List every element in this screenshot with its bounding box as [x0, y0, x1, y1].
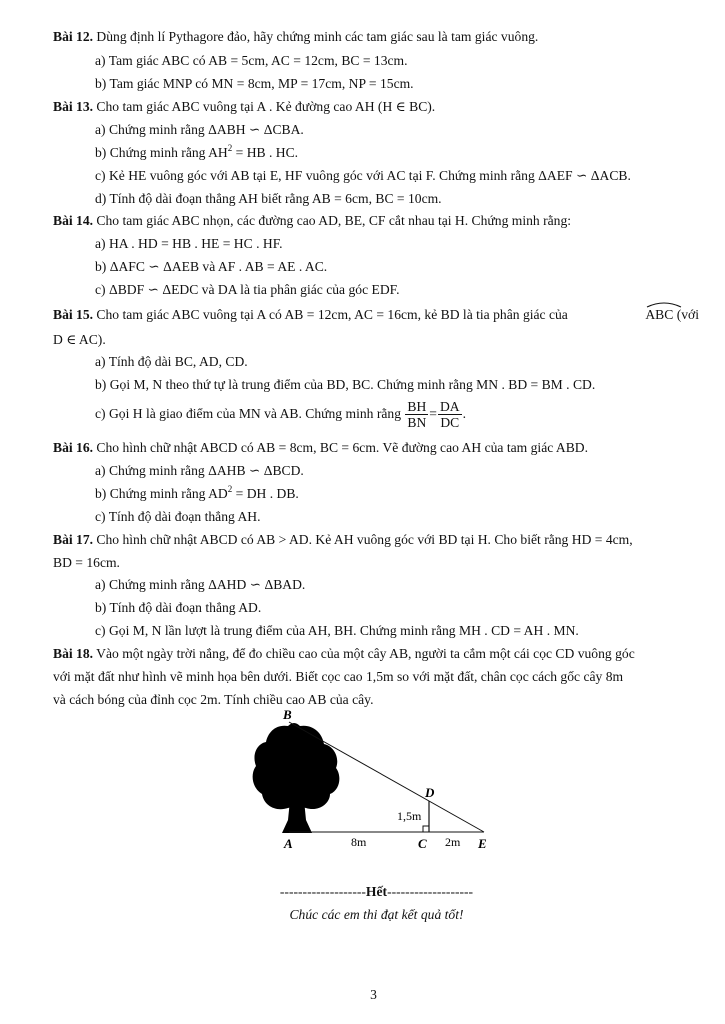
exercise-12-title: Bài 12. — [53, 29, 94, 44]
label-d: D — [425, 785, 435, 800]
exercise-15-line-2: D ∈ AC). — [53, 332, 106, 347]
exercise-13-part-b — [95, 144, 298, 161]
exercise-15-heading — [53, 306, 699, 323]
exercise-17-heading-inner — [53, 531, 633, 548]
end-marker — [0, 883, 725, 900]
exercise-13-part-b-exponent: 2 — [227, 143, 233, 153]
exercise-17-part-a: a) Chứng minh rằng ΔAHD ∽ ΔBAD. — [95, 577, 306, 592]
exercise-16-part-a: a) Chứng minh rằng ΔAHB ∽ ΔBCD. — [95, 463, 304, 478]
exercise-17-line-2: BD = 16cm. — [53, 555, 120, 570]
exercise-17-part-b: b) Tính độ dài đoạn thẳng AD. — [95, 600, 262, 615]
exercise-16-part-b-exponent: 2 — [227, 484, 233, 494]
page-number: 3 — [370, 987, 377, 1002]
exercise-13-text: Cho tam giác ABC vuông tại A . Kẻ đường cao AH (H ∈ BC). — [93, 99, 436, 114]
exercise-18-text: Vào một ngày trời nắng, để đo chiều cao của một cây AB, người ta cắm một cái cọc CD vuông góc — [93, 646, 635, 661]
fraction-denominator: DC — [440, 415, 460, 431]
length-ac: 8m — [351, 835, 367, 849]
exercise-13-heading — [53, 98, 435, 115]
fraction-numerator: DA — [439, 399, 460, 415]
exercise-12-text: Dùng định lí Pythagore đảo, hãy chứng minh các tam giác sau là tam giác vuông. — [93, 29, 539, 44]
label-c: C — [418, 836, 427, 851]
exercise-15-part-c-text: c) Gọi H là giao điểm của MN và AB. Chứng minh rằng — [95, 406, 405, 421]
exercise-18-title: Bài 18. — [53, 646, 94, 661]
exercise-13-part-d: d) Tính độ dài đoạn thẳng AH biết rằng AB = 6cm, BC = 10cm. — [95, 191, 442, 206]
exercise-14-part-b: b) ΔAFC ∽ ΔAEB và AF . AB = AE . AC. — [95, 259, 328, 274]
tree-shadow-figure — [0, 700, 725, 860]
exercise-15-angle — [645, 306, 673, 323]
exercise-17-part-c: c) Gọi M, N lần lượt là trung điểm của AH, BH. Chứng minh rằng MH . CD = AH . MN. — [95, 623, 579, 638]
exercise-15-angle-label: ABC — [645, 307, 674, 322]
fraction-numerator: BH — [407, 399, 427, 415]
exercise-14-title: Bài 14. — [53, 213, 94, 228]
exercise-13-part-c: c) Kẻ HE vuông góc với AB tại E, HF vuông góc với AC tại F. Chứng minh rằng ΔAEF ∽ ΔACB. — [95, 168, 631, 183]
tree-canopy — [253, 723, 340, 809]
end-word: Hết — [365, 884, 388, 899]
exercise-18-heading — [53, 645, 635, 662]
fraction-da-dc — [438, 399, 462, 430]
period: . — [462, 406, 467, 421]
exercise-16-part-b-text: b) Chứng minh rằng AD — [95, 486, 228, 501]
angle-arc-icon — [645, 299, 683, 308]
exercise-13-part-b-text: b) Chứng minh rằng AH — [95, 145, 228, 160]
exercise-15-heading-left — [53, 306, 568, 323]
end-dashes-right: ------------------- — [387, 884, 474, 899]
exercise-14-part-a: a) HA . HD = HB . HE = HC . HF. — [95, 236, 283, 251]
label-b: B — [283, 707, 292, 722]
exercise-16-part-b-rest: = DH . DB. — [232, 486, 299, 501]
exercise-14-part-c: c) ΔBDF ∽ ΔEDC và DA là tia phân giác của góc EDF. — [95, 282, 400, 297]
exercise-16-title: Bài 16. — [53, 440, 94, 455]
exercise-12-heading — [53, 28, 538, 45]
exercise-12-part-a: a) Tam giác ABC có AB = 5cm, AC = 12cm, BC = 13cm. — [95, 53, 408, 68]
equals-sign: = — [429, 406, 437, 421]
fraction-bh-bn — [405, 399, 428, 430]
end-dashes-left: ------------------- — [279, 884, 366, 899]
exercise-15-text: Cho tam giác ABC vuông tại A có AB = 12cm, AC = 16cm, kẻ BD là tia phân giác của — [93, 307, 568, 322]
fraction-denominator: BN — [407, 415, 427, 431]
exercise-14-text: Cho tam giác ABC nhọn, các đường cao AD, BE, CF cắt nhau tại H. Chứng minh rằng: — [93, 213, 572, 228]
length-ce: 2m — [445, 835, 461, 849]
exercise-13-title: Bài 13. — [53, 99, 94, 114]
exercise-18-line-3: và cách bóng của đỉnh cọc 2m. Tính chiều cao AB của cây. — [53, 692, 374, 707]
exercise-13-part-b-rest: = HB . HC. — [232, 145, 299, 160]
exercise-16-heading — [53, 439, 588, 456]
label-e: E — [478, 836, 487, 851]
exercise-13-part-a: a) Chứng minh rằng ΔABH ∽ ΔCBA. — [95, 122, 304, 137]
exercise-16-part-c: c) Tính độ dài đoạn thẳng AH. — [95, 509, 261, 524]
exercise-15-part-a: a) Tính độ dài BC, AD, CD. — [95, 354, 248, 369]
exercise-15-text-tail: (với — [673, 307, 699, 322]
right-angle-mark — [423, 826, 429, 832]
exercise-16-part-b — [95, 485, 299, 502]
exercise-17-text: Cho hình chữ nhật ABCD có AB > AD. Kẻ AH vuông góc với BD tại H. Cho biết rằng HD = 4cm, — [93, 532, 633, 547]
exercise-17-title: Bài 17. — [53, 532, 94, 547]
exercise-16-text: Cho hình chữ nhật ABCD có AB = 8cm, BC = 6cm. Vẽ đường cao AH của tam giác ABD. — [93, 440, 589, 455]
label-a: A — [284, 836, 293, 851]
exercise-12-part-b: b) Tam giác MNP có MN = 8cm, MP = 17cm, NP = 15cm. — [95, 76, 414, 91]
exercise-14-heading — [53, 212, 571, 229]
exercise-15-part-b: b) Gọi M, N theo thứ tự là trung điểm của BD, BC. Chứng minh rằng MN . BD = BM . CD. — [95, 377, 596, 392]
length-cd: 1,5m — [397, 809, 422, 823]
closing-wish: Chúc các em thi đạt kết quả tốt! — [289, 907, 464, 922]
exercise-17-heading — [53, 531, 699, 548]
exercise-15-part-c — [95, 398, 466, 430]
exercise-15-heading-right — [645, 306, 699, 323]
exercise-18-line-2: với mặt đất như hình vẽ minh họa bên dưới. Biết cọc cao 1,5m so với mặt đất, chân cọc cách gốc cây 8m — [53, 669, 624, 684]
exercise-15-title: Bài 15. — [53, 307, 94, 322]
